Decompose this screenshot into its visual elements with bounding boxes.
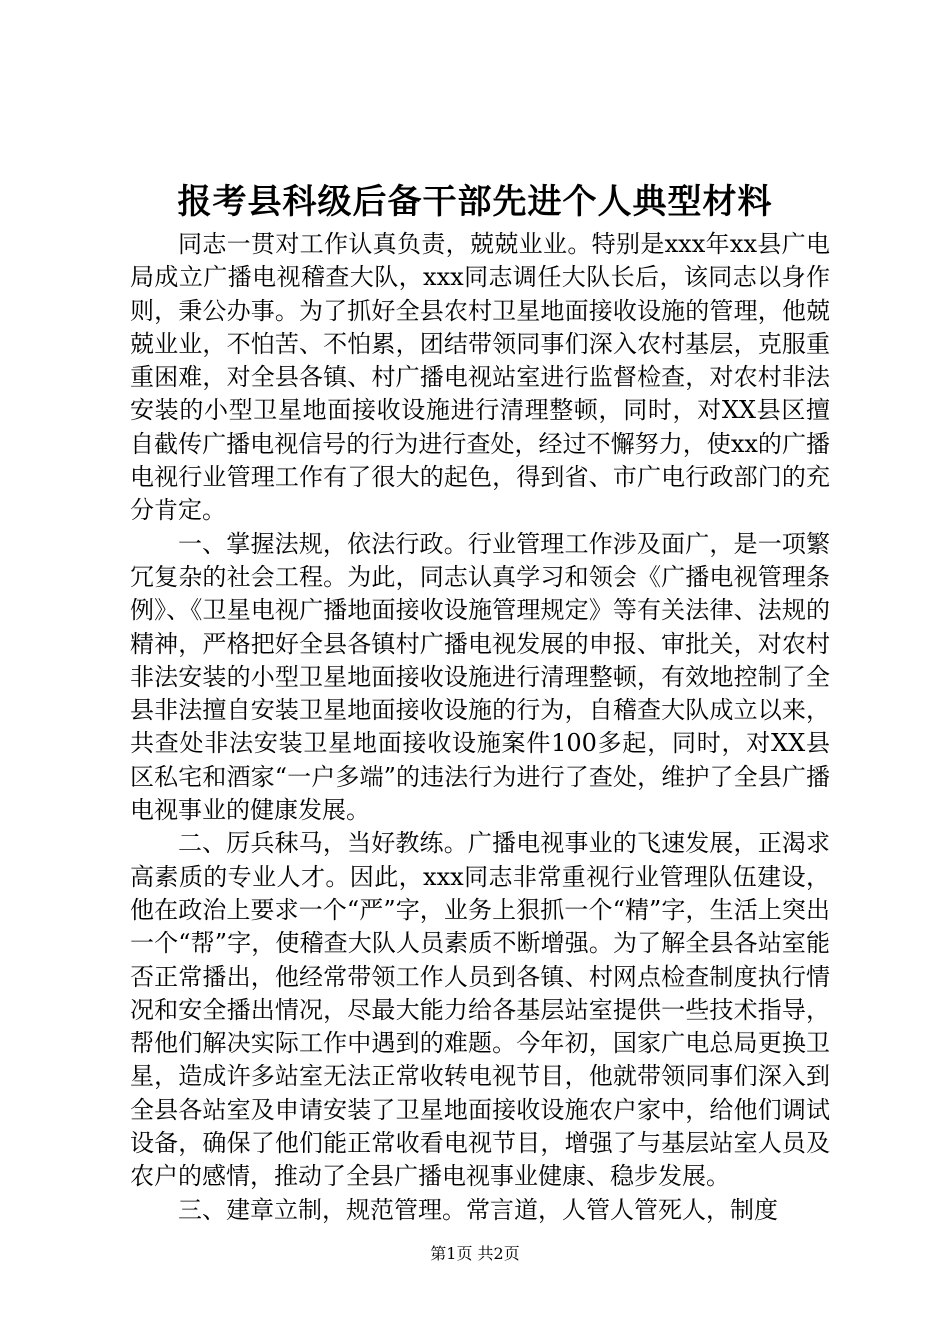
paragraph-section-2: 二、厉兵秣马，当好教练。广播电视事业的飞速发展，正渴求高素质的专业人才。因此，xxx同志非常重视行业管理队伍建设，他在政治上要求一个“严”字，业务上狠抓一个“精”字，生活上突出一个“帮”字，使稽查大队人员素质不断增强。为了解全县各站室能否正常播出，他经常带领工作人员到各镇、村网点检查制度执行情况和安全播出情况，尽最大能力给各基层站室提供一些技术指导，帮他们解决实际工作中遇到的难题。今年初，国家广电总局更换卫星，造成许多站室无法正常收转电视节目，他就带领同事们深入到全县各站室及申请安装了卫星地面接收设施农户家中，给他们调试设备，确保了他们能正常收看电视节目，增强了与基层站室人员及农户的感情，推动了全县广播电视事业健康、稳步发展。 bbox=[130, 829, 830, 1191]
paragraph-section-1: 一、掌握法规，依法行政。行业管理工作涉及面广，是一项繁冗复杂的社会工程。为此，同志认真学习和领会《广播电视管理条例》、《卫星电视广播地面接收设施管理规定》等有关法律、法规的精神，严格把好全县各镇村广播电视发展的申报、审批关，对农村非法安装的小型卫星地面接收设施进行清理整顿，有效地控制了全县非法擅自安装卫星地面接收设施的行为，自稽查大队成立以来，共查处非法安装卫星地面接收设施案件100多起，同时，对XX县区私宅和酒家“一户多端”的违法行为进行了查处，维护了全县广播电视事业的健康发展。 bbox=[130, 529, 830, 825]
document-title: 报考县科级后备干部先进个人典型材料 bbox=[177, 182, 773, 222]
paragraph-intro: 同志一贯对工作认真负责，兢兢业业。特别是xxx年xx县广电局成立广播电视稽查大队，xxx同志调任大队长后，该同志以身作则，秉公办事。为了抓好全县农村卫星地面接收设施的管理，他兢兢业业，不怕苦、不怕累，团结带领同事们深入农村基层，克服重重困难，对全县各镇、村广播电视站室进行监督检查，对农村非法安装的小型卫星地面接收设施进行清理整顿，同时，对XX县区擅自截传广播电视信号的行为进行查处，经过不懈努力，使xx的广播电视行业管理工作有了很大的起色，得到省、市广电行政部门的充分肯定。 bbox=[130, 230, 830, 525]
page-number-footer: 第1页 共2页 bbox=[430, 1244, 520, 1263]
paragraph-section-3: 三、建章立制，规范管理。常言道，人管人管死人，制度 bbox=[178, 1195, 778, 1224]
document-body bbox=[130, 228, 830, 1227]
